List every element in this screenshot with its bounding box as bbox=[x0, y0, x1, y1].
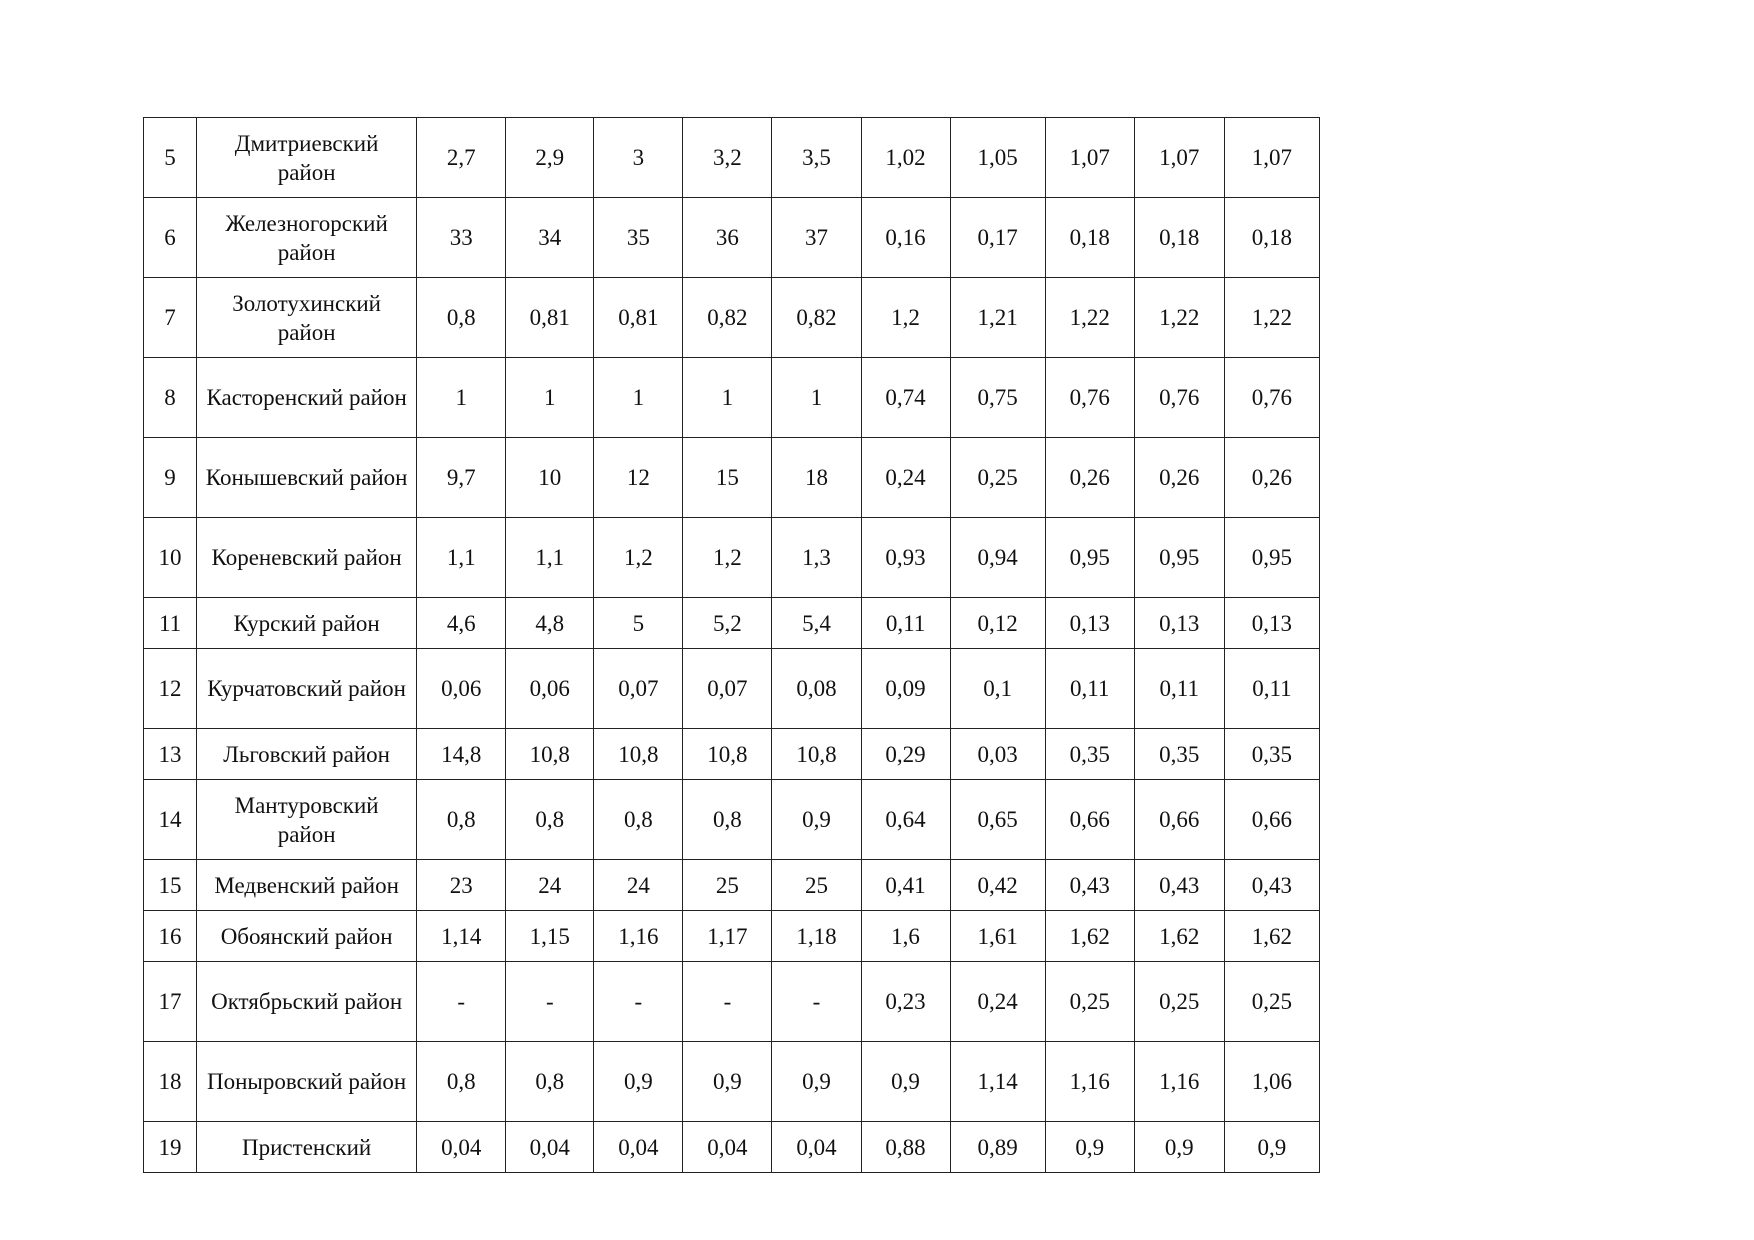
value-cell: 1,1 bbox=[506, 518, 594, 598]
value-cell: 1,2 bbox=[861, 278, 950, 358]
value-cell: 34 bbox=[506, 198, 594, 278]
district-data-table bbox=[143, 117, 1320, 1173]
value-cell: 12 bbox=[594, 438, 683, 518]
value-cell: 1 bbox=[594, 358, 683, 438]
district-name-cell: Золотухинский район bbox=[197, 278, 417, 358]
value-cell: 0,03 bbox=[950, 729, 1045, 780]
value-cell: 37 bbox=[772, 198, 861, 278]
value-cell: 0,81 bbox=[594, 278, 683, 358]
value-cell: 1 bbox=[417, 358, 506, 438]
table-row bbox=[144, 358, 1320, 438]
table-row bbox=[144, 598, 1320, 649]
district-name-cell: Пристенский bbox=[197, 1122, 417, 1173]
district-name-cell: Курчатовский район bbox=[197, 649, 417, 729]
value-cell: 0,95 bbox=[1134, 518, 1224, 598]
row-number-cell: 15 bbox=[144, 860, 197, 911]
value-cell: 0,9 bbox=[594, 1042, 683, 1122]
value-cell: 0,09 bbox=[861, 649, 950, 729]
value-cell: 1,61 bbox=[950, 911, 1045, 962]
table-row bbox=[144, 911, 1320, 962]
value-cell: 4,8 bbox=[506, 598, 594, 649]
value-cell: 24 bbox=[594, 860, 683, 911]
value-cell: 0,25 bbox=[1134, 962, 1224, 1042]
value-cell: 1,22 bbox=[1224, 278, 1319, 358]
value-cell: 0,1 bbox=[950, 649, 1045, 729]
value-cell: 0,12 bbox=[950, 598, 1045, 649]
table-row bbox=[144, 962, 1320, 1042]
value-cell: 2,7 bbox=[417, 118, 506, 198]
value-cell: 0,8 bbox=[506, 1042, 594, 1122]
row-number-cell: 13 bbox=[144, 729, 197, 780]
value-cell: 0,42 bbox=[950, 860, 1045, 911]
row-number-cell: 19 bbox=[144, 1122, 197, 1173]
value-cell: 0,8 bbox=[417, 1042, 506, 1122]
value-cell: 2,9 bbox=[506, 118, 594, 198]
value-cell: 1,16 bbox=[594, 911, 683, 962]
value-cell: 0,41 bbox=[861, 860, 950, 911]
row-number-cell: 5 bbox=[144, 118, 197, 198]
value-cell: 0,9 bbox=[1045, 1122, 1134, 1173]
table-row bbox=[144, 1122, 1320, 1173]
table-row bbox=[144, 438, 1320, 518]
value-cell: 36 bbox=[683, 198, 772, 278]
value-cell: 25 bbox=[683, 860, 772, 911]
value-cell: 0,13 bbox=[1224, 598, 1319, 649]
value-cell: 0,8 bbox=[417, 278, 506, 358]
value-cell: 0,76 bbox=[1045, 358, 1134, 438]
value-cell: 14,8 bbox=[417, 729, 506, 780]
value-cell: 0,23 bbox=[861, 962, 950, 1042]
value-cell: 1,2 bbox=[683, 518, 772, 598]
value-cell: 10,8 bbox=[594, 729, 683, 780]
row-number-cell: 10 bbox=[144, 518, 197, 598]
value-cell: 0,07 bbox=[594, 649, 683, 729]
value-cell: 0,76 bbox=[1134, 358, 1224, 438]
value-cell: - bbox=[594, 962, 683, 1042]
value-cell: 0,8 bbox=[506, 780, 594, 860]
value-cell: 33 bbox=[417, 198, 506, 278]
value-cell: 0,18 bbox=[1134, 198, 1224, 278]
value-cell: 0,18 bbox=[1045, 198, 1134, 278]
table-row bbox=[144, 518, 1320, 598]
value-cell: 0,35 bbox=[1045, 729, 1134, 780]
value-cell: 0,25 bbox=[1224, 962, 1319, 1042]
value-cell: 0,81 bbox=[506, 278, 594, 358]
value-cell: 1,06 bbox=[1224, 1042, 1319, 1122]
value-cell: 1,16 bbox=[1045, 1042, 1134, 1122]
value-cell: 0,8 bbox=[683, 780, 772, 860]
value-cell: 0,43 bbox=[1224, 860, 1319, 911]
value-cell: 0,75 bbox=[950, 358, 1045, 438]
value-cell: 10,8 bbox=[772, 729, 861, 780]
value-cell: 0,29 bbox=[861, 729, 950, 780]
value-cell: 0,11 bbox=[861, 598, 950, 649]
value-cell: 1,05 bbox=[950, 118, 1045, 198]
value-cell: 0,9 bbox=[772, 1042, 861, 1122]
row-number-cell: 12 bbox=[144, 649, 197, 729]
value-cell: 0,9 bbox=[861, 1042, 950, 1122]
value-cell: - bbox=[417, 962, 506, 1042]
district-name-cell: Октябрьский район bbox=[197, 962, 417, 1042]
value-cell: 0,9 bbox=[772, 780, 861, 860]
value-cell: 5,4 bbox=[772, 598, 861, 649]
value-cell: 1,22 bbox=[1045, 278, 1134, 358]
value-cell: 0,8 bbox=[417, 780, 506, 860]
value-cell: - bbox=[683, 962, 772, 1042]
district-name-cell: Медвенский район bbox=[197, 860, 417, 911]
value-cell: 1,1 bbox=[417, 518, 506, 598]
value-cell: 1,62 bbox=[1224, 911, 1319, 962]
value-cell: 10,8 bbox=[683, 729, 772, 780]
value-cell: 0,8 bbox=[594, 780, 683, 860]
table-row bbox=[144, 198, 1320, 278]
row-number-cell: 17 bbox=[144, 962, 197, 1042]
value-cell: 1,15 bbox=[506, 911, 594, 962]
value-cell: 0,04 bbox=[772, 1122, 861, 1173]
value-cell: 0,94 bbox=[950, 518, 1045, 598]
value-cell: 3,2 bbox=[683, 118, 772, 198]
value-cell: 10 bbox=[506, 438, 594, 518]
value-cell: 5,2 bbox=[683, 598, 772, 649]
value-cell: 0,24 bbox=[861, 438, 950, 518]
value-cell: 0,26 bbox=[1045, 438, 1134, 518]
value-cell: 35 bbox=[594, 198, 683, 278]
district-name-cell: Курский район bbox=[197, 598, 417, 649]
value-cell: 1,07 bbox=[1224, 118, 1319, 198]
row-number-cell: 7 bbox=[144, 278, 197, 358]
table-row bbox=[144, 780, 1320, 860]
value-cell: 1,3 bbox=[772, 518, 861, 598]
value-cell: 1,02 bbox=[861, 118, 950, 198]
row-number-cell: 16 bbox=[144, 911, 197, 962]
value-cell: 15 bbox=[683, 438, 772, 518]
value-cell: 0,04 bbox=[683, 1122, 772, 1173]
value-cell: 0,13 bbox=[1134, 598, 1224, 649]
value-cell: 1,16 bbox=[1134, 1042, 1224, 1122]
value-cell: 0,9 bbox=[1224, 1122, 1319, 1173]
row-number-cell: 6 bbox=[144, 198, 197, 278]
value-cell: 0,06 bbox=[417, 649, 506, 729]
value-cell: 0,18 bbox=[1224, 198, 1319, 278]
row-number-cell: 9 bbox=[144, 438, 197, 518]
row-number-cell: 11 bbox=[144, 598, 197, 649]
district-name-cell: Льговский район bbox=[197, 729, 417, 780]
value-cell: 0,04 bbox=[594, 1122, 683, 1173]
value-cell: 0,9 bbox=[683, 1042, 772, 1122]
value-cell: 0,64 bbox=[861, 780, 950, 860]
value-cell: 0,25 bbox=[1045, 962, 1134, 1042]
value-cell: 1,62 bbox=[1134, 911, 1224, 962]
table-row bbox=[144, 118, 1320, 198]
value-cell: 1,62 bbox=[1045, 911, 1134, 962]
table-row bbox=[144, 278, 1320, 358]
value-cell: 0,65 bbox=[950, 780, 1045, 860]
value-cell: 0,93 bbox=[861, 518, 950, 598]
value-cell: 1,21 bbox=[950, 278, 1045, 358]
value-cell: 0,11 bbox=[1224, 649, 1319, 729]
value-cell: 1,17 bbox=[683, 911, 772, 962]
district-name-cell: Железногорский район bbox=[197, 198, 417, 278]
value-cell: 5 bbox=[594, 598, 683, 649]
value-cell: 3 bbox=[594, 118, 683, 198]
district-name-cell: Касторенский район bbox=[197, 358, 417, 438]
value-cell: 1 bbox=[683, 358, 772, 438]
value-cell: 0,74 bbox=[861, 358, 950, 438]
value-cell: 0,08 bbox=[772, 649, 861, 729]
district-name-cell: Кореневский район bbox=[197, 518, 417, 598]
value-cell: 1,07 bbox=[1045, 118, 1134, 198]
value-cell: 0,06 bbox=[506, 649, 594, 729]
value-cell: 0,82 bbox=[683, 278, 772, 358]
value-cell: - bbox=[506, 962, 594, 1042]
value-cell: 0,07 bbox=[683, 649, 772, 729]
table-row bbox=[144, 1042, 1320, 1122]
value-cell: 4,6 bbox=[417, 598, 506, 649]
value-cell: 0,76 bbox=[1224, 358, 1319, 438]
district-name-cell: Поныровский район bbox=[197, 1042, 417, 1122]
value-cell: 0,43 bbox=[1134, 860, 1224, 911]
value-cell: 0,95 bbox=[1045, 518, 1134, 598]
value-cell: 0,04 bbox=[417, 1122, 506, 1173]
value-cell: 0,16 bbox=[861, 198, 950, 278]
value-cell: 24 bbox=[506, 860, 594, 911]
value-cell: 0,17 bbox=[950, 198, 1045, 278]
value-cell: 18 bbox=[772, 438, 861, 518]
value-cell: 0,24 bbox=[950, 962, 1045, 1042]
value-cell: 0,04 bbox=[506, 1122, 594, 1173]
value-cell: 0,25 bbox=[950, 438, 1045, 518]
row-number-cell: 14 bbox=[144, 780, 197, 860]
value-cell: 1,18 bbox=[772, 911, 861, 962]
value-cell: 9,7 bbox=[417, 438, 506, 518]
value-cell: 10,8 bbox=[506, 729, 594, 780]
value-cell: 0,9 bbox=[1134, 1122, 1224, 1173]
value-cell: 0,35 bbox=[1134, 729, 1224, 780]
value-cell: 1 bbox=[506, 358, 594, 438]
value-cell: 1,22 bbox=[1134, 278, 1224, 358]
value-cell: 1,6 bbox=[861, 911, 950, 962]
value-cell: 3,5 bbox=[772, 118, 861, 198]
value-cell: 1,2 bbox=[594, 518, 683, 598]
value-cell: 25 bbox=[772, 860, 861, 911]
value-cell: 0,11 bbox=[1134, 649, 1224, 729]
value-cell: 1,14 bbox=[950, 1042, 1045, 1122]
value-cell: 0,89 bbox=[950, 1122, 1045, 1173]
value-cell: 0,35 bbox=[1224, 729, 1319, 780]
district-name-cell: Обоянский район bbox=[197, 911, 417, 962]
value-cell: 0,26 bbox=[1224, 438, 1319, 518]
value-cell: 0,82 bbox=[772, 278, 861, 358]
table-row bbox=[144, 860, 1320, 911]
row-number-cell: 18 bbox=[144, 1042, 197, 1122]
table-row bbox=[144, 649, 1320, 729]
row-number-cell: 8 bbox=[144, 358, 197, 438]
value-cell: 0,66 bbox=[1134, 780, 1224, 860]
value-cell: 1,14 bbox=[417, 911, 506, 962]
value-cell: 0,66 bbox=[1045, 780, 1134, 860]
value-cell: 0,26 bbox=[1134, 438, 1224, 518]
value-cell: 0,95 bbox=[1224, 518, 1319, 598]
value-cell: - bbox=[772, 962, 861, 1042]
value-cell: 0,66 bbox=[1224, 780, 1319, 860]
district-name-cell: Дмитриевский район bbox=[197, 118, 417, 198]
table-body bbox=[144, 118, 1320, 1173]
value-cell: 0,88 bbox=[861, 1122, 950, 1173]
value-cell: 0,43 bbox=[1045, 860, 1134, 911]
value-cell: 0,13 bbox=[1045, 598, 1134, 649]
district-name-cell: Мантуровский район bbox=[197, 780, 417, 860]
value-cell: 23 bbox=[417, 860, 506, 911]
value-cell: 1,07 bbox=[1134, 118, 1224, 198]
value-cell: 0,11 bbox=[1045, 649, 1134, 729]
value-cell: 1 bbox=[772, 358, 861, 438]
district-name-cell: Конышевский район bbox=[197, 438, 417, 518]
table-row bbox=[144, 729, 1320, 780]
